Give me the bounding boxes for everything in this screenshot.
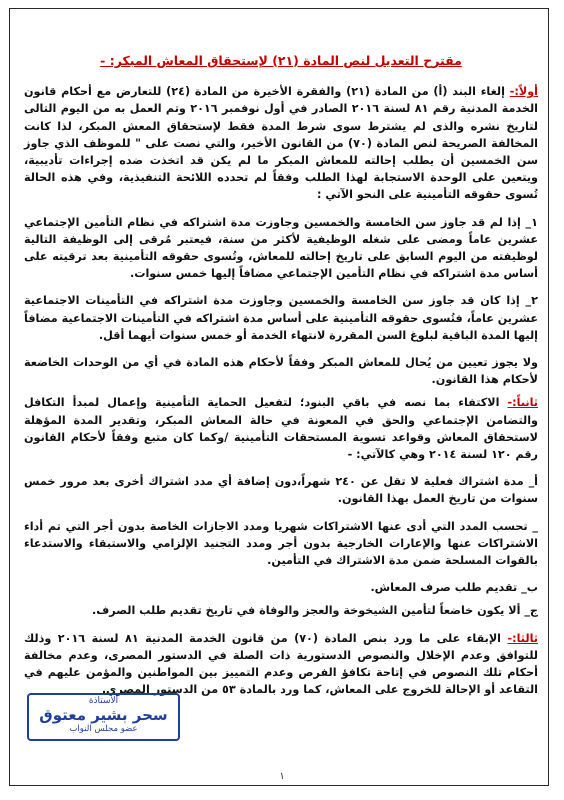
condition-b: ب_ تقديم طلب صرف المعاش. <box>370 581 538 595</box>
section-first <box>24 83 538 203</box>
section-third-text: الإبقاء على ما ورد بنص المادة (٧٠) من قانون الخدمة المدنية ٨١ لسنة ٢٠١٦ وذلك للتوافق وعدم الإخلال والنصوص الدستورية ذات الصلة في الدستور المصرى، وعدم مخالفة أحكام تلك النصوص في إتاحة تكافؤ الفرص وعدم التمييز بين المواطنين والمؤمن عليهم في التقاعد أو الإحالة للخروج على المعاش، كما ورد بالمادة ٥٣ من الدستور المصري. <box>24 631 538 697</box>
section-third <box>24 630 538 699</box>
clause-two: ٢_ إذا كان قد جاوز سن الخامسة والخمسين وجاوزت مدة اشتراكه في التأمينات الاجتماعية عشرين عاماً، فتُسوى حقوقه التأمينية على أساس مدة اشتراكه في التأمينات الاجتماعية مضافاً إليها المدة الباقية لبلوغ السن المقررة لانتهاء الخدمة أو خمس سنوات أيهما أقل. <box>24 294 538 342</box>
document-title: مقترح التعديل لنص المادة (٢١) لإستحقاق المعاش المبكر: - <box>100 53 462 68</box>
section-first-text: إلغاء البند (أ) من المادة (٢١) والفقرة الأخيرة من المادة (٢٤) للتعارض مع أحكام قانون الخدمة المدنية رقم ٨١ لسنة ٢٠١٦ الصادر في أول نوفمبر ٢٠١٦ وتم العمل به من اليوم التالى لتاريخ نشره والذى لم يشترط سوى شرط المدة فقط لإستحقاق المعش المبكر، لذا كانت المخالفة الصريحة لنص المادة (٧٠) من القانون الأخير، والتي نصت على " للموظف الذي جاوز سن الخمسين أن يطلب إحالته للمعاش المبكر ما لم يكن قد اتخذت ضده إجراءات تأديبية، ويتعين على الوحدة الاستجابة لهذا الطلب وفقاً لم تحدده اللائحة التنفيذية، وفي هذه الحالة تُسوى حقوقه التأمينية على النحو الآتي : <box>24 85 538 202</box>
signature-stamp <box>27 693 180 741</box>
document-body <box>24 52 538 699</box>
counted-periods-note: _ تحسب المدد التي أدى عنها الاشتراكات شهريا ومدد الاجازات الخاصة بدون أجر التي تم أداء الاشتراكات عنها والإعارات الخارجية بدون أجر ومدد التجنيد الإلزامي والاستبقاء والاستدعاء بالقوات المسلحة ضمن مدة الاشتراك في التأمين. <box>24 519 538 568</box>
section-first-heading: أولاً:- <box>509 85 538 99</box>
stamp-title: الأستاذة <box>88 696 119 706</box>
condition-c: ج_ ألا يكون خاضعاً لتأمين الشيخوخة والعجز والوفاة في تاريخ تقديم طلب الصرف. <box>92 604 538 618</box>
stamp-name: سحر بشير معتوق <box>39 706 168 724</box>
page-number: ١ <box>279 771 285 782</box>
stamp-role: عضو مجلس النواب <box>69 724 138 734</box>
section-third-heading: ثالثا:- <box>507 631 538 645</box>
clause-one: ١_ إذا لم قد جاوز سن الخامسة والخمسين وجاوزت مدة اشتراكه في نظام التأمين الإجتماعي عشرين عاماً ومضى على شغله الوظيفية لأكثر من سنة، فيعتبر مُرقى إلى الوظيفة التالية لوظيفته من اليوم السابق على تاريخ إحالته للمعاش، وتُسوى حقوقه التأمينية بعد ترقيته على أساس مدة اشتراكه في نظام التأمين الإجتماعي مضافاً إليها خمس سنوات. <box>24 215 538 281</box>
condition-a: أ_ مدة اشتراك فعلية لا تقل عن ٢٤٠ شهراً،دون إضافة أي مدد اشتراك أخرى بعد مرور خمس سنوات من تاريخ العمل بهذا القانون. <box>24 475 538 506</box>
section-second-heading: ثانياً:- <box>507 396 538 410</box>
section-second <box>24 394 538 463</box>
no-reappointment-paragraph: ولا يجوز تعيين من يُحال للمعاش المبكر وفقاً لأحكام هذه المادة في أي من الوحدات الخاضعة لأحكام هذا القانون. <box>24 356 538 387</box>
section-second-text: الاكتفاء بما نصه في باقي البنود؛ لتفعيل الحماية التأمينية وإعمال لمبدأ التكافل والتضامن الإجتماعي والحق في المعونة في حالة المعاش المبكر، وتقدير المدة المؤهلة لاستحقاق المعاش وقواعد تسوية المستحقات التأمينية /وكما كان متبع وفقاً لأحكام القانون رقم ١٢٠ لسنة ٢٠١٤ وهي كالآتي: - <box>24 396 538 462</box>
